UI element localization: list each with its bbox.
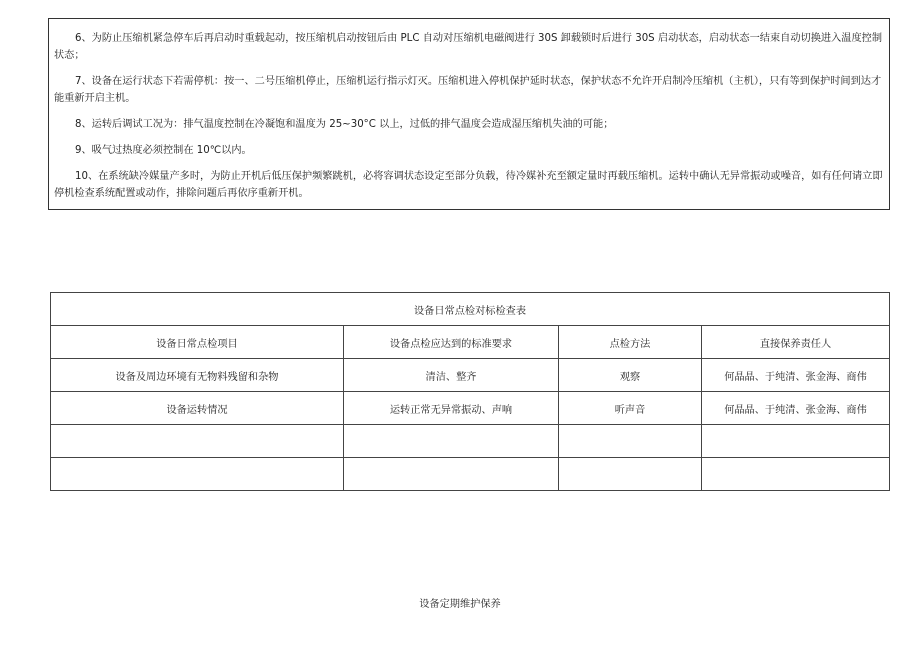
table-row (51, 425, 890, 458)
note-item-8: 8、运转后调试工况为：排气温度控制在冷凝饱和温度为 25~30°C 以上，过低的排气温度会造成湿压缩机失油的可能； (75, 119, 614, 130)
table-row (51, 359, 890, 392)
table-title: 设备日常点检对标检查表 (51, 293, 890, 326)
table-cell: 清洁、整齐 (344, 359, 559, 392)
daily-inspection-table (50, 292, 890, 491)
table-cell (559, 458, 702, 491)
table-cell (559, 425, 702, 458)
note-item-9: 9、吸气过热度必须控制在 10℃以内。 (75, 145, 252, 156)
table-cell: 运转正常无异常振动、声响 (344, 392, 559, 425)
table-cell (702, 425, 890, 458)
table-title-row (51, 293, 890, 326)
table-cell: 听声音 (559, 392, 702, 425)
maintenance-notes (48, 18, 890, 210)
table-cell (344, 458, 559, 491)
column-header-owner: 直接保养责任人 (702, 326, 890, 359)
table-cell (51, 458, 344, 491)
table-row (51, 392, 890, 425)
table-cell (51, 425, 344, 458)
table-cell: 何晶晶、于纯清、张金海、商伟 (702, 392, 890, 425)
table-cell: 设备运转情况 (51, 392, 344, 425)
column-header-method: 点检方法 (559, 326, 702, 359)
column-header-item: 设备日常点检项目 (51, 326, 344, 359)
table-cell: 观察 (559, 359, 702, 392)
column-header-standard: 设备点检应达到的标准要求 (344, 326, 559, 359)
table-cell (702, 458, 890, 491)
table-header-row (51, 326, 890, 359)
table-cell: 何晶晶、于纯清、张金海、商伟 (702, 359, 890, 392)
note-item-10: 10、在系统缺冷媒量产多时，为防止开机后低压保护频繁跳机，必将容调状态设定至部分负载，待冷媒补充至额定量时再载压缩机。运转中确认无异常振动或噪音，如有任何请立即停机检查系统配置或动作，排除问题后再依序重新开机。 (54, 171, 883, 199)
note-item-7: 7、设备在运行状态下若需停机：按一、二号压缩机停止，压缩机运行指示灯灭。压缩机进入停机保护延时状态，保护状态不允许开启制冷压缩机（主机），只有等到保护时间到达才能重新开启主机。 (54, 76, 882, 104)
table-row (51, 458, 890, 491)
section-heading: 设备定期维护保养 (419, 599, 501, 610)
note-item-6: 6、为防止压缩机紧急停车后再启动时重载起动，按压缩机启动按钮后由 PLC 自动对压缩机电磁阀进行 30S 卸载锁时后进行 30S 启动状态，启动状态一结束自动切换进入温度控制状态； (54, 33, 883, 61)
table-cell (344, 425, 559, 458)
table-cell: 设备及周边环境有无物料残留和杂物 (51, 359, 344, 392)
